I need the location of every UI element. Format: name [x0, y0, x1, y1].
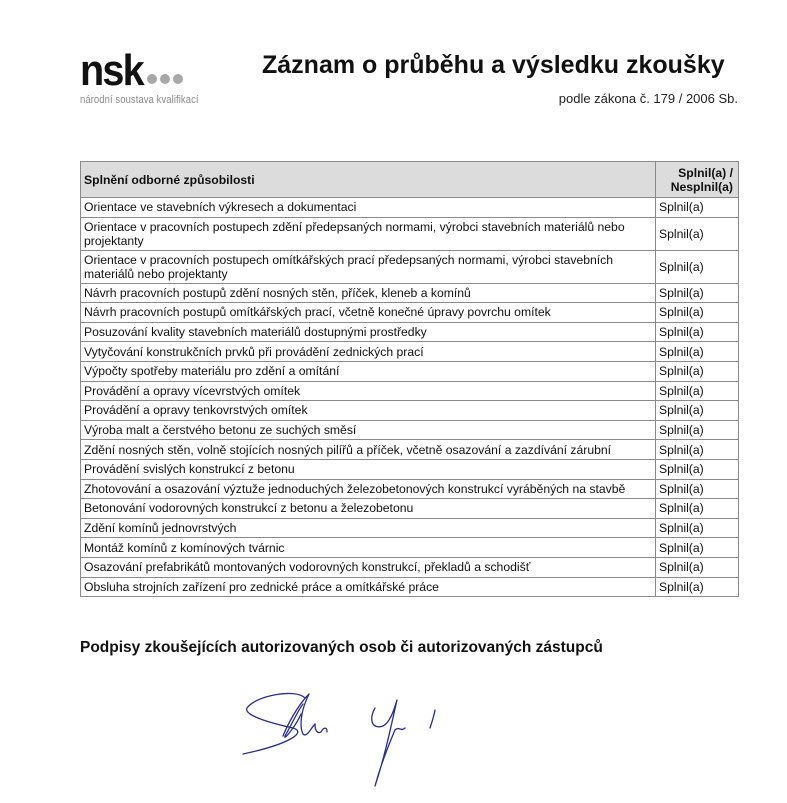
- competency-cell: Zdění nosných stěn, volně stojících nosných pilířů a příček, včetně osazování a zazdívání zárubní: [81, 440, 656, 460]
- result-cell: Splnil(a): [656, 342, 739, 362]
- nsk-logo: [80, 48, 218, 106]
- competency-table: [80, 161, 739, 597]
- table-row: [81, 577, 739, 597]
- result-cell: Splnil(a): [656, 303, 739, 323]
- competency-cell: Betonování vodorovných konstrukcí z betonu a železobetonu: [81, 499, 656, 519]
- table-row: [81, 322, 739, 342]
- result-cell: Splnil(a): [656, 361, 739, 381]
- logo-tagline: národní soustava kvalifikací: [80, 94, 199, 106]
- logo-dot: [173, 74, 183, 84]
- logo-dots-icon: [147, 74, 183, 84]
- competency-cell: Orientace v pracovních postupech omítkářských prací předepsaných normami, výrobci stavebních materiálů nebo projektanty: [81, 250, 656, 283]
- signature-image: [235, 686, 495, 796]
- logo-dot: [147, 74, 157, 84]
- signature-stroke: [372, 700, 405, 786]
- competency-cell: Vytyčování konstrukčních prvků při provádění zednických prací: [81, 342, 656, 362]
- signature-stroke: [430, 710, 435, 728]
- competency-cell: Osazování prefabrikátů montovaných vodorovných konstrukcí, překladů a schodišť: [81, 557, 656, 577]
- competency-cell: Provádění a opravy vícevrstvých omítek: [81, 381, 656, 401]
- result-cell: Splnil(a): [656, 420, 739, 440]
- table-row: [81, 361, 739, 381]
- competency-cell: Orientace ve stavebních výkresech a dokumentaci: [81, 198, 656, 218]
- table-row: [81, 381, 739, 401]
- result-cell: Splnil(a): [656, 283, 739, 303]
- law-reference: podle zákona č. 179 / 2006 Sb.: [558, 91, 738, 106]
- result-cell: Splnil(a): [656, 499, 739, 519]
- signatures-heading: Podpisy zkoušejících autorizovaných osob či autorizovaných zástupců: [80, 639, 603, 656]
- competency-cell: Zdění komínů jednovrstvých: [81, 518, 656, 538]
- table-row: [81, 538, 739, 558]
- signature-stroke: [285, 704, 303, 737]
- competency-cell: Montáž komínů z komínových tvárnic: [81, 538, 656, 558]
- result-cell: Splnil(a): [656, 557, 739, 577]
- table-row: [81, 401, 739, 421]
- result-cell: Splnil(a): [656, 440, 739, 460]
- table-body: [81, 198, 739, 597]
- competency-cell: Posuzování kvality stavebních materiálů dostupnými prostředky: [81, 322, 656, 342]
- result-cell: Splnil(a): [656, 518, 739, 538]
- competency-cell: Obsluha strojních zařízení pro zednické práce a omítkářské práce: [81, 577, 656, 597]
- result-cell: Splnil(a): [656, 322, 739, 342]
- competency-cell: Návrh pracovních postupů omítkářských prací, včetně konečné úpravy povrchu omítek: [81, 303, 656, 323]
- table-row: [81, 499, 739, 519]
- table-row: [81, 420, 739, 440]
- table-row: [81, 557, 739, 577]
- result-cell: Splnil(a): [656, 538, 739, 558]
- result-cell: Splnil(a): [656, 479, 739, 499]
- table-header-row: [81, 162, 739, 198]
- signature-stroke: [283, 694, 327, 736]
- table-row: [81, 250, 739, 283]
- result-cell: Splnil(a): [656, 198, 739, 218]
- result-cell: Splnil(a): [656, 250, 739, 283]
- competency-cell: Návrh pracovních postupů zdění nosných stěn, příček, kleneb a komínů: [81, 283, 656, 303]
- table-row: [81, 440, 739, 460]
- logo-dot: [160, 74, 170, 84]
- table-row: [81, 342, 739, 362]
- table-row: [81, 303, 739, 323]
- column-header-result: Splnil(a) / Nesplnil(a): [656, 162, 739, 198]
- table-row: [81, 217, 739, 250]
- competency-cell: Výpočty spotřeby materiálu pro zdění a omítání: [81, 361, 656, 381]
- result-cell: Splnil(a): [656, 459, 739, 479]
- competency-cell: Zhotovování a osazování výztuže jednoduchých železobetonových konstrukcí vyráběných na stavbě: [81, 479, 656, 499]
- competency-cell: Provádění a opravy tenkovrstvých omítek: [81, 401, 656, 421]
- competency-cell: Orientace v pracovních postupech zdění předepsaných normami, výrobci stavebních materiálů nebo projektanty: [81, 217, 656, 250]
- result-cell: Splnil(a): [656, 401, 739, 421]
- table-row: [81, 459, 739, 479]
- competency-cell: Provádění svislých konstrukcí z betonu: [81, 459, 656, 479]
- table-row: [81, 518, 739, 538]
- table-row: [81, 479, 739, 499]
- table-row: [81, 198, 739, 218]
- competency-cell: Výroba malt a čerstvého betonu ze suchých směsí: [81, 420, 656, 440]
- logo-wordmark: [80, 46, 218, 95]
- page-title: Záznam o průběhu a výsledku zkoušky: [262, 51, 725, 79]
- result-cell: Splnil(a): [656, 217, 739, 250]
- result-cell: Splnil(a): [656, 381, 739, 401]
- logo-text: nsk: [80, 46, 143, 95]
- result-cell: Splnil(a): [656, 577, 739, 597]
- column-header-competency: Splnění odborné způsobilosti: [81, 162, 656, 198]
- table-row: [81, 283, 739, 303]
